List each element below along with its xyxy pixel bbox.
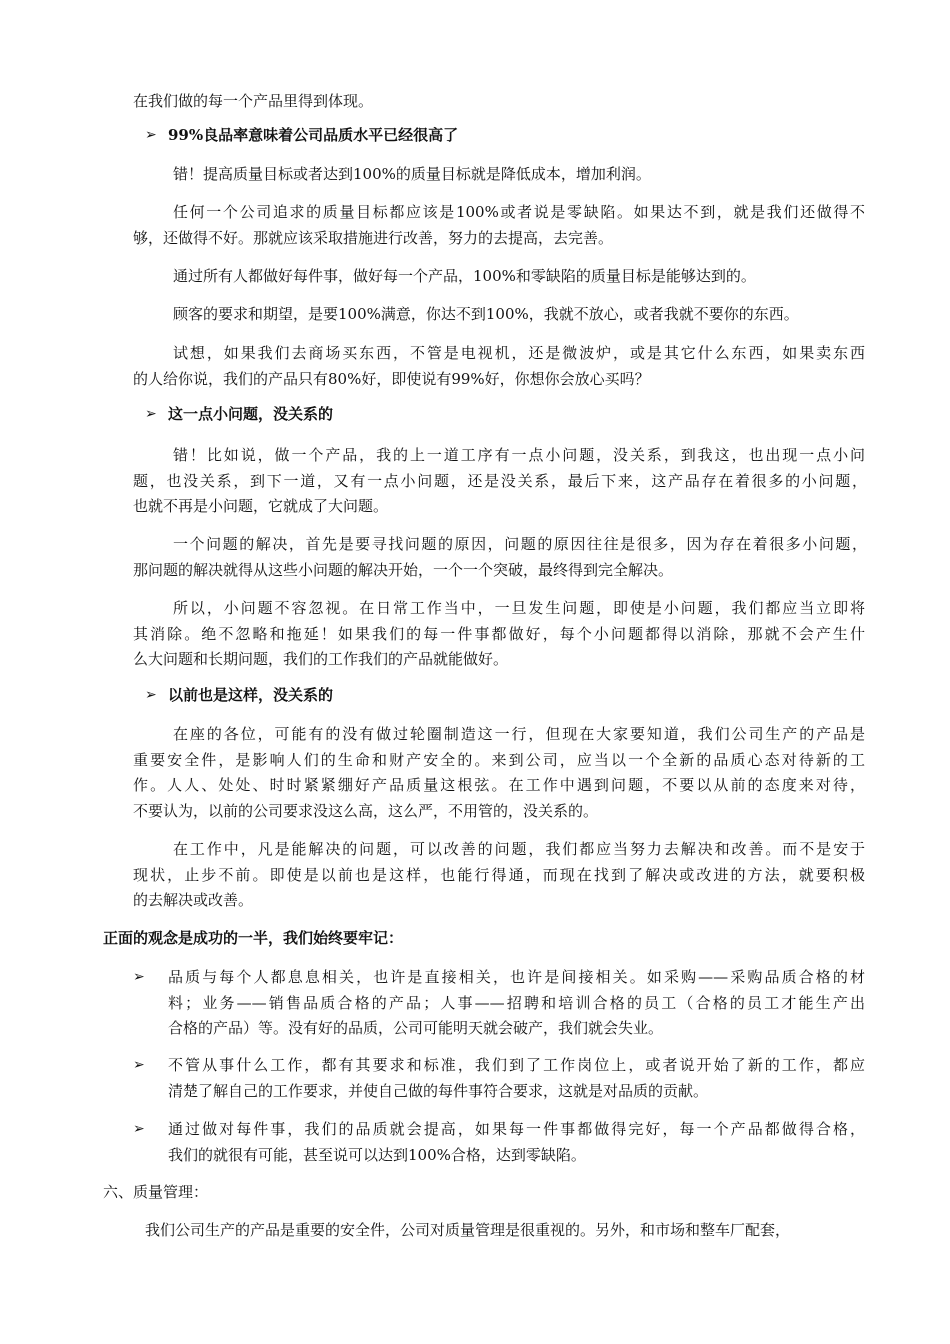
paragraph-line: 其消除。绝不忽略和拖延！如果我们的每一件事都做好，每个小问题都得以消除，那就不会产生什 — [133, 625, 865, 643]
bullet-arrow-icon: ➢ — [145, 406, 157, 422]
paragraph-line: 在我们做的每一个产品里得到体现。 — [133, 92, 374, 110]
bullet-heading: 以前也是这样，没关系的 — [168, 686, 334, 704]
paragraph-line: 在工作中，凡是能解决的问题，可以改善的问题，我们都应当努力去解决和改善。而不是安于 — [173, 840, 865, 858]
paragraph-line: 么大问题和长期问题，我们的工作我们的产品就能做好。 — [133, 650, 509, 668]
list-item-line: 不管从事什么工作，都有其要求和标准，我们到了工作岗位上，或者说开始了新的工作，都应 — [168, 1056, 865, 1074]
paragraph-line: 的去解决或改善。 — [133, 891, 254, 909]
list-item-line: 品质与每个人都息息相关，也许是直接相关，也许是间接相关。如采购——采购品质合格的材 — [168, 968, 865, 986]
bullet-arrow-icon: ➢ — [133, 969, 145, 985]
paragraph-line: 题，也没关系，到下一道，又有一点小问题，还是没关系，最后下来，这产品存在着很多的小问题， — [133, 472, 867, 490]
list-item-line: 我们的就很有可能，甚至说可以达到100%合格，达到零缺陷。 — [168, 1146, 586, 1164]
bullet-heading: 99%良品率意味着公司品质水平已经很高了 — [168, 126, 459, 144]
paragraph-line: 错！比如说，做一个产品，我的上一道工序有一点小问题，没关系，到我这，也出现一点小问 — [173, 446, 865, 464]
list-item-line: 清楚了解自己的工作要求，并使自己做的每件事符合要求，这就是对品质的贡献。 — [168, 1082, 709, 1100]
paragraph-line: 在座的各位，可能有的没有做过轮圈制造这一行，但现在大家要知道，我们公司生产的产品是 — [173, 725, 865, 743]
paragraph-line: 任何一个公司追求的质量目标都应该是100%或者说是零缺陷。如果达不到，就是我们还做得不 — [173, 203, 865, 221]
paragraph-line: 的人给你说，我们的产品只有80%好，即使说有99%好，你想你会放心买吗？ — [133, 370, 650, 388]
paragraph-line: 不要认为，以前的公司要求没这么高，这么严，不用管的，没关系的。 — [133, 802, 599, 820]
bullet-arrow-icon: ➢ — [133, 1057, 145, 1073]
paragraph-line: 够，还做得不好。那就应该采取措施进行改善，努力的去提高，去完善。 — [133, 229, 614, 247]
paragraph-line: 错！提高质量目标或者达到100%的质量目标就是降低成本，增加利润。 — [173, 165, 651, 183]
list-item-line: 通过做对每件事，我们的品质就会提高，如果每一件事都做得完好，每一个产品都做得合格， — [168, 1120, 865, 1138]
list-item-line: 合格的产品）等。没有好的品质，公司可能明天就会破产，我们就会失业。 — [168, 1019, 664, 1037]
bullet-arrow-icon: ➢ — [145, 127, 157, 143]
paragraph-line: 顾客的要求和期望，是要100%满意，你达不到100%，我就不放心，或者我就不要你的东西。 — [173, 305, 799, 323]
paragraph-line: 所以，小问题不容忽视。在日常工作当中，一旦发生问题，即使是小问题，我们都应当立即将 — [173, 599, 865, 617]
paragraph-line: 通过所有人都做好每件事，做好每一个产品，100%和零缺陷的质量目标是能够达到的。 — [173, 267, 756, 285]
section-heading: 正面的观念是成功的一半，我们始终要牢记： — [103, 929, 404, 947]
paragraph-line: 一个问题的解决，首先是要寻找问题的原因，问题的原因往往是很多，因为存在着很多小问题， — [173, 535, 867, 553]
bullet-arrow-icon: ➢ — [133, 1121, 145, 1137]
bullet-heading: 这一点小问题，没关系的 — [168, 405, 334, 423]
paragraph-line: 那问题的解决就得从这些小问题的解决开始，一个一个突破，最终得到完全解决。 — [133, 561, 674, 579]
list-item-line: 料；业务——销售品质合格的产品；人事——招聘和培训合格的员工（合格的员工才能生产出 — [168, 994, 865, 1012]
bullet-arrow-icon: ➢ — [145, 687, 157, 703]
paragraph-line: 试想，如果我们去商场买东西，不管是电视机，还是微波炉，或是其它什么东西，如果卖东西 — [173, 344, 865, 362]
paragraph-line: 也就不再是小问题，它就成了大问题。 — [133, 497, 389, 515]
paragraph-line: 作。人人、处处、时时紧紧绷好产品质量这根弦。在工作中遇到问题，不要以从前的态度来对待， — [133, 776, 865, 794]
section-title: 六、质量管理： — [103, 1183, 209, 1201]
paragraph-line: 现状，止步不前。即使是以前也是这样，也能行得通，而现在找到了解决或改进的方法，就要积极 — [133, 866, 865, 884]
paragraph-line: 重要安全件，是影响人们的生命和财产安全的。来到公司，应当以一个全新的品质心态对待新的工 — [133, 751, 865, 769]
paragraph-line: 我们公司生产的产品是重要的安全件，公司对质量管理是很重视的。另外，和市场和整车厂配套， — [145, 1221, 791, 1239]
